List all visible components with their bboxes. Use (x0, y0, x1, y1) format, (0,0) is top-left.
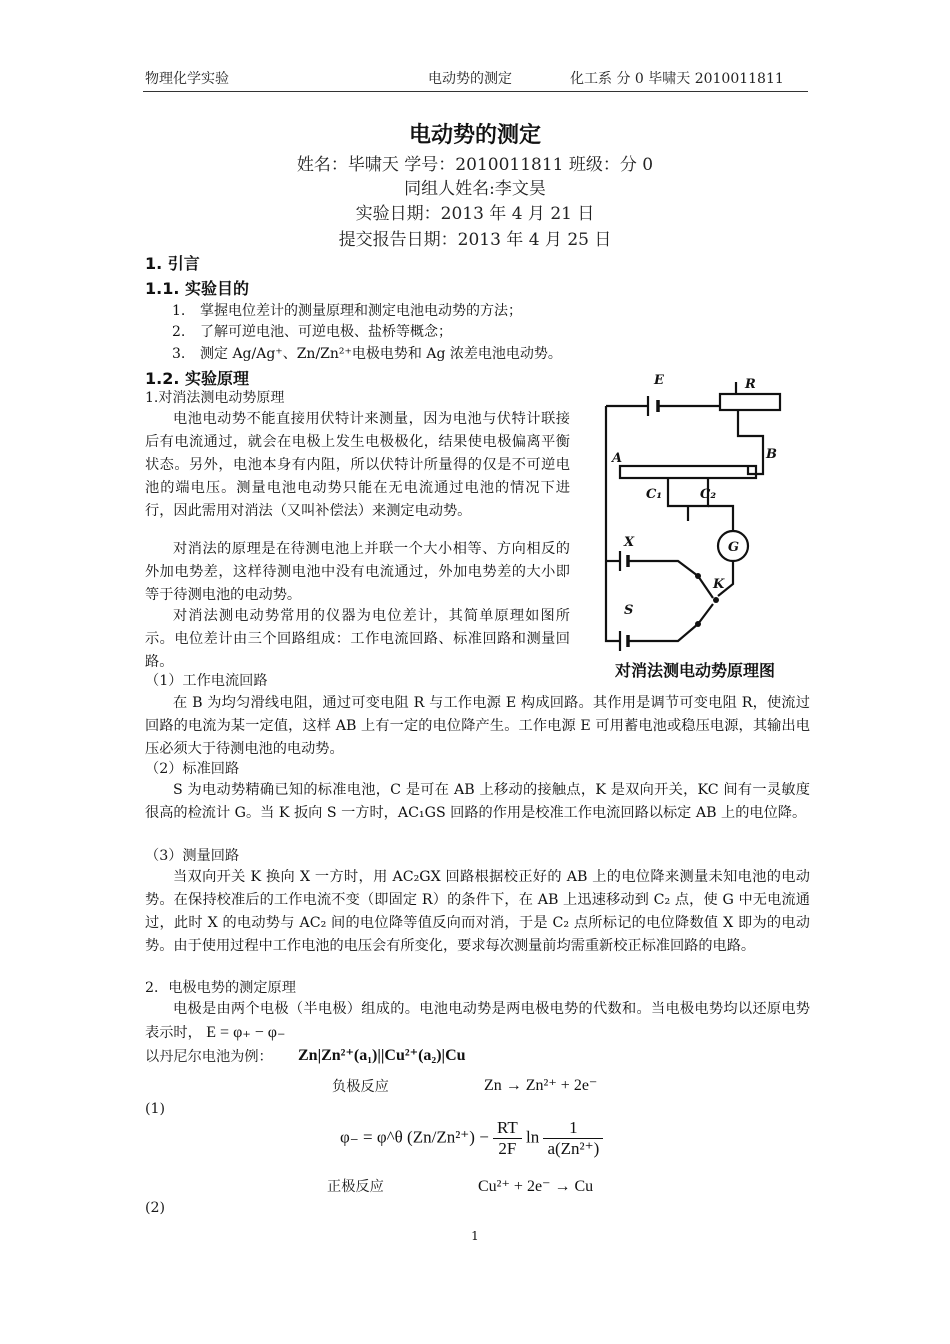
circuit2-title: （2）标准回路 (145, 761, 240, 777)
objective-number: 3. (172, 346, 186, 362)
equation-1-number: (1) (145, 1101, 166, 1117)
objective-text: 掌握电位差计的测量原理和测定电池电动势的方法； (200, 303, 522, 319)
daniell-cell: Zn|Zn²⁺(a₁)||Cu²⁺(a₂)|Cu (298, 1047, 466, 1064)
section-intro: 1. 引言 (145, 254, 200, 273)
header-topic: 电动势的测定 (428, 71, 512, 87)
subsection-compensation: 1.对消法测电动势原理 (145, 390, 285, 406)
nernst-activity-fraction (543, 1118, 603, 1159)
paragraph-potentiometer: 对消法测电动势常用的仪器为电位差计，其简单原理如图所示。电位差计由三个回路组成：工作电流回路、标准回路和测量回路。 (145, 608, 570, 670)
subsection-electrode: 2．电极电势的测定原理 (145, 980, 296, 996)
objective-text: 测定 Ag/Ag⁺、Zn/Zn²⁺电极电势和 Ag 浓差电池电动势。 (200, 346, 562, 362)
paragraph-voltmeter: 电池电动势不能直接用伏特计来测量，因为电池与伏特计联接后有电流通过，就会在电极上发生电极极化，结果使电极偏离平衡状态。另外，电池本身有内阻，所以伏特计所量得的仅是不可逆电池的端电压。测量电池电动势只能在无电流通过电池的情况下进行，因此需用对消法（又叫补偿法）来测定电动势。 (145, 411, 570, 519)
nernst-lhs: φ₋ = φ^θ (Zn/Zn²⁺) − (340, 1127, 489, 1147)
section-objectives: 1.1. 实验目的 (145, 279, 249, 298)
negative-reaction-label: 负极反应 (332, 1079, 389, 1095)
circuit3-text: 当双向开关 K 换向 X 一方时，用 AC₂GX 回路根据校正好的 AB 上的电位降来测量未知电池的电动势。在保持校准后的工作电流不变（即固定 R）的条件下，在 AB 上迅速移动到 C₂ 点，使 G 中无电流通过，此时 X 的电动势与 AC₂ 间的电位降等值反向而对消，于是 C₂ 点所标记的电位降数值 X 即为的电动势。由于使用过程中工作电池的电压会有所变化，要求每次测量前均需重新校正标准回路的电路。 (145, 869, 810, 954)
objective-text: 了解可逆电池、可逆电极、盐桥等概念； (200, 324, 452, 340)
objective-item-1 (172, 300, 522, 320)
submit-date: 提交报告日期：2013 年 4 月 25 日 (338, 230, 612, 250)
header-rule (143, 91, 808, 92)
circuit-diagram (588, 366, 803, 682)
label-A: A (612, 451, 623, 466)
experiment-date: 实验日期：2013 年 4 月 21 日 (355, 204, 595, 224)
label-C1: C₁ (646, 487, 663, 502)
objective-item-2 (172, 321, 452, 341)
positive-reaction-label: 正极反应 (327, 1179, 384, 1195)
electrode-text: 电极是由两个电极（半电极）组成的。电池电动势是两电极电势的代数和。当电极电势均以还原电势表示时， (145, 1001, 810, 1041)
nernst-equation (340, 1118, 603, 1159)
equation-2-number: (2) (145, 1200, 166, 1216)
label-G: G (728, 540, 740, 555)
header-course: 物理化学实验 (145, 71, 229, 87)
nernst-ln: ln (525, 1127, 540, 1147)
nernst-fraction (493, 1118, 522, 1159)
objective-item-3 (172, 343, 562, 363)
author-line: 姓名：毕啸天 学号：2010011811 班级：分 0 (296, 155, 654, 175)
daniell-intro: 以丹尼尔电池为例： (145, 1049, 273, 1065)
emf-equation: E = φ₊ − φ₋ (206, 1024, 286, 1041)
activity-denominator: a(Zn²⁺) (547, 1139, 600, 1158)
positive-reaction: Cu²⁺ + 2e⁻ → Cu (478, 1178, 594, 1195)
label-S: S (624, 603, 634, 618)
activity-numerator: 1 (543, 1118, 603, 1139)
circuit3-title: （3）测量回路 (145, 848, 240, 864)
header-author: 化工系 分 0 毕啸天 2010011811 (570, 71, 784, 87)
nernst-numerator: RT (493, 1118, 522, 1139)
label-C2: C₂ (700, 487, 717, 502)
label-K: K (713, 577, 725, 592)
negative-reaction: Zn → Zn²⁺ + 2e⁻ (484, 1077, 598, 1094)
page-number: 1 (471, 1229, 479, 1243)
circuit2-text: S 为电动势精确已知的标准电池，C 是可在 AB 上移动的接触点，K 是双向开关，KC 间有一灵敏度很高的检流计 G。当 K 扳向 S 一方时，AC₁GS 回路的作用是校准工作电流回路以标定 AB 上的电位降。 (145, 782, 810, 821)
label-B: B (766, 447, 777, 462)
partner-line: 同组人姓名:李文昊 (404, 179, 546, 199)
paragraph-compensation: 对消法的原理是在待测电池上并联一个大小相等、方向相反的外加电势差，这样待测电池中没有电流通过，外加电势差的大小即等于待测电池的电动势。 (145, 541, 570, 603)
nernst-denominator: 2F (498, 1139, 517, 1158)
page-title: 电动势的测定 (408, 123, 541, 148)
section-principle: 1.2. 实验原理 (145, 369, 249, 388)
objective-number: 1. (172, 303, 186, 319)
label-R: R (745, 377, 756, 392)
objective-number: 2. (172, 324, 186, 340)
circuit1-title: （1）工作电流回路 (145, 673, 268, 689)
circuit1-text: 在 B 为均匀滑线电阻，通过可变电阻 R 与工作电源 E 构成回路。其作用是调节可变电阻 R，使流过回路的电流为某一定值，这样 AB 上有一定的电位降产生。工作电源 E 可用蓄电池或稳压电源，其输出电压必须大于待测电池的电动势。 (145, 695, 810, 757)
figure-caption: 对消法测电动势原理图 (614, 661, 776, 680)
label-E: E (654, 373, 664, 388)
paragraph-electrode (145, 998, 810, 1045)
label-X: X (624, 535, 635, 550)
